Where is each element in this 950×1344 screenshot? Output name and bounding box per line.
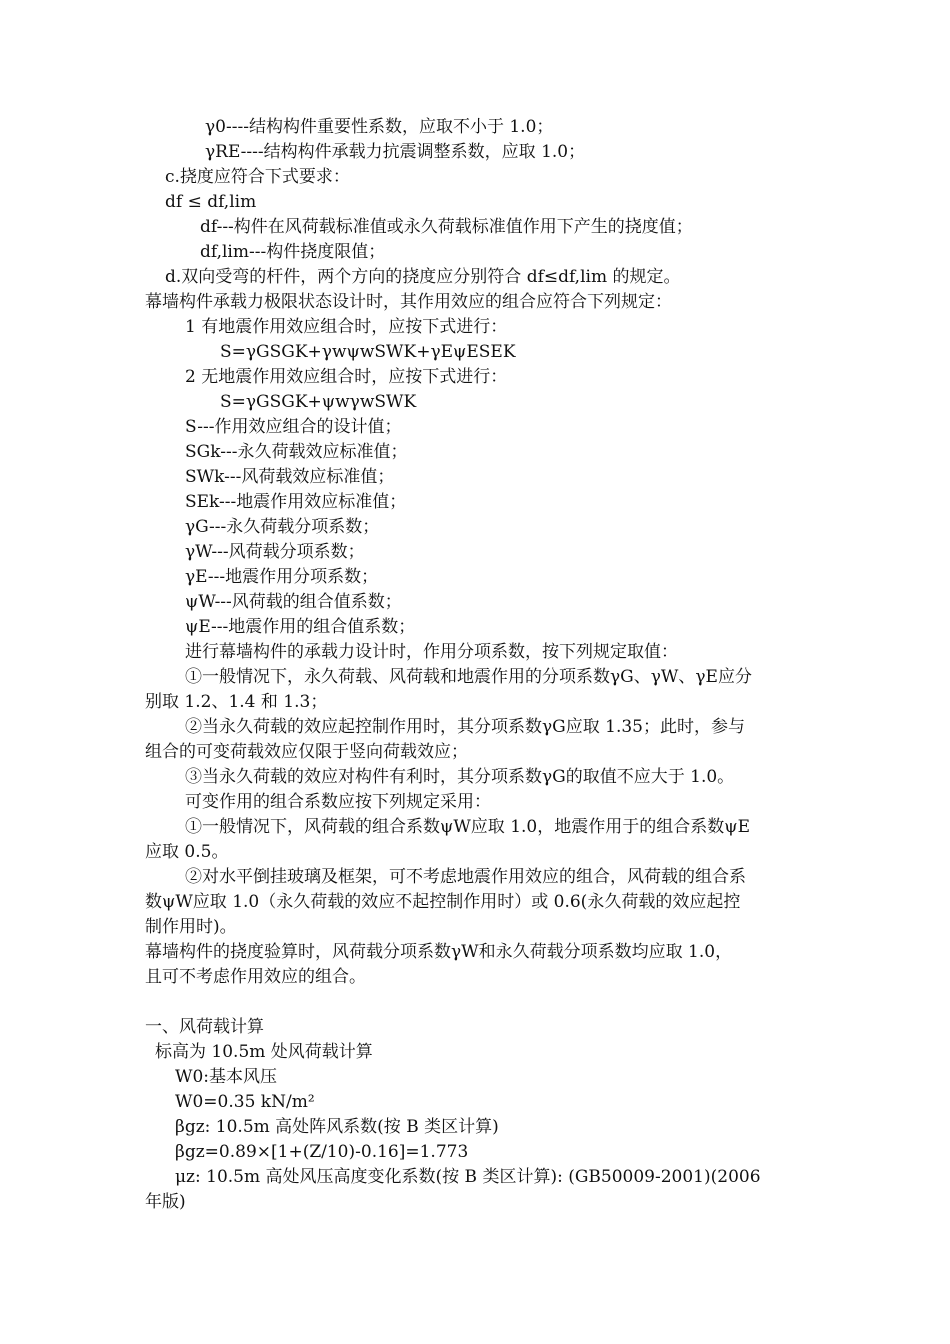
text-line: ψE---地震作用的组合值系数； <box>185 617 416 637</box>
text-line: d.双向受弯的杆件，两个方向的挠度应分别符合 df≤df,lim 的规定。 <box>165 267 681 287</box>
text-line: ψW---风荷载的组合值系数； <box>185 592 402 612</box>
text-line: ②对水平倒挂玻璃及框架，可不考虑地震作用效应的组合，风荷载的组合系 <box>185 867 746 887</box>
text-line: ①一般情况下，永久荷载、风荷载和地震作用的分项系数γG、γW、γE应分 <box>185 667 752 687</box>
formula-line: S=γGSGK+ψwγwSWK <box>220 392 417 412</box>
text-line: ①一般情况下，风荷载的组合系数ψW应取 1.0，地震作用于的组合系数ψE <box>185 817 750 837</box>
formula-line: βgz=0.89×[1+(Z/10)-0.16]=1.773 <box>175 1142 469 1162</box>
text-line: 组合的可变荷载效应仅限于竖向荷载效应； <box>145 742 468 762</box>
formula-line: df ≤ df,lim <box>165 192 257 212</box>
text-line: 可变作用的组合系数应按下列规定采用： <box>185 792 491 812</box>
text-line: 年版) <box>145 1192 186 1212</box>
text-line: 幕墙构件的挠度验算时，风荷载分项系数γW和永久荷载分项系数均应取 1.0， <box>145 942 733 962</box>
formula-line: S=γGSGK+γwψwSWK+γEψESEK <box>220 342 516 362</box>
text-line: S---作用效应组合的设计值； <box>185 417 402 437</box>
text-line: 别取 1.2、1.4 和 1.3； <box>145 692 328 712</box>
text-line: df---构件在风荷载标准值或永久荷载标准值作用下产生的挠度值； <box>200 217 693 237</box>
text-line: γW---风荷载分项系数； <box>185 542 365 562</box>
text-line: 数ψW应取 1.0（永久荷载的效应不起控制作用时）或 0.6(永久荷载的效应起控 <box>145 892 741 912</box>
text-line: 进行幕墙构件的承载力设计时，作用分项系数，按下列规定取值： <box>185 642 678 662</box>
text-line: γRE----结构构件承载力抗震调整系数，应取 1.0； <box>205 142 586 162</box>
text-line: ③当永久荷载的效应对构件有利时，其分项系数γG的取值不应大于 1.0。 <box>185 767 735 787</box>
text-line: c.挠度应符合下式要求： <box>165 167 350 187</box>
text-line: γ0----结构构件重要性系数，应取不小于 1.0； <box>205 117 554 137</box>
text-line: 应取 0.5。 <box>145 842 229 862</box>
section-heading: 一、风荷载计算 <box>145 1017 264 1037</box>
text-line: SGk---永久荷载效应标准值； <box>185 442 408 462</box>
text-line: μz: 10.5m 高处风压高度变化系数(按 B 类区计算): (GB50009-2001)(2006 <box>175 1167 761 1187</box>
text-line: SWk---风荷载效应标准值； <box>185 467 395 487</box>
text-line: 制作用时)。 <box>145 917 237 937</box>
formula-line: W0=0.35 kN/m² <box>175 1092 315 1112</box>
text-line: γG---永久荷载分项系数； <box>185 517 380 537</box>
text-line: 2 无地震作用效应组合时，应按下式进行： <box>185 367 508 387</box>
text-line: W0:基本风压 <box>175 1067 278 1087</box>
text-line: βgz: 10.5m 高处阵风系数(按 B 类区计算) <box>175 1117 499 1137</box>
text-line: 幕墙构件承载力极限状态设计时，其作用效应的组合应符合下列规定： <box>145 292 672 312</box>
text-line: γE---地震作用分项系数； <box>185 567 379 587</box>
sub-heading: 标高为 10.5m 处风荷载计算 <box>155 1042 373 1062</box>
text-line: 1 有地震作用效应组合时，应按下式进行： <box>185 317 508 337</box>
text-line: SEk---地震作用效应标准值； <box>185 492 407 512</box>
text-line: 且可不考虑作用效应的组合。 <box>145 967 366 987</box>
text-line: df,lim---构件挠度限值； <box>200 242 386 262</box>
text-line: ②当永久荷载的效应起控制作用时，其分项系数γG应取 1.35；此时，参与 <box>185 717 745 737</box>
